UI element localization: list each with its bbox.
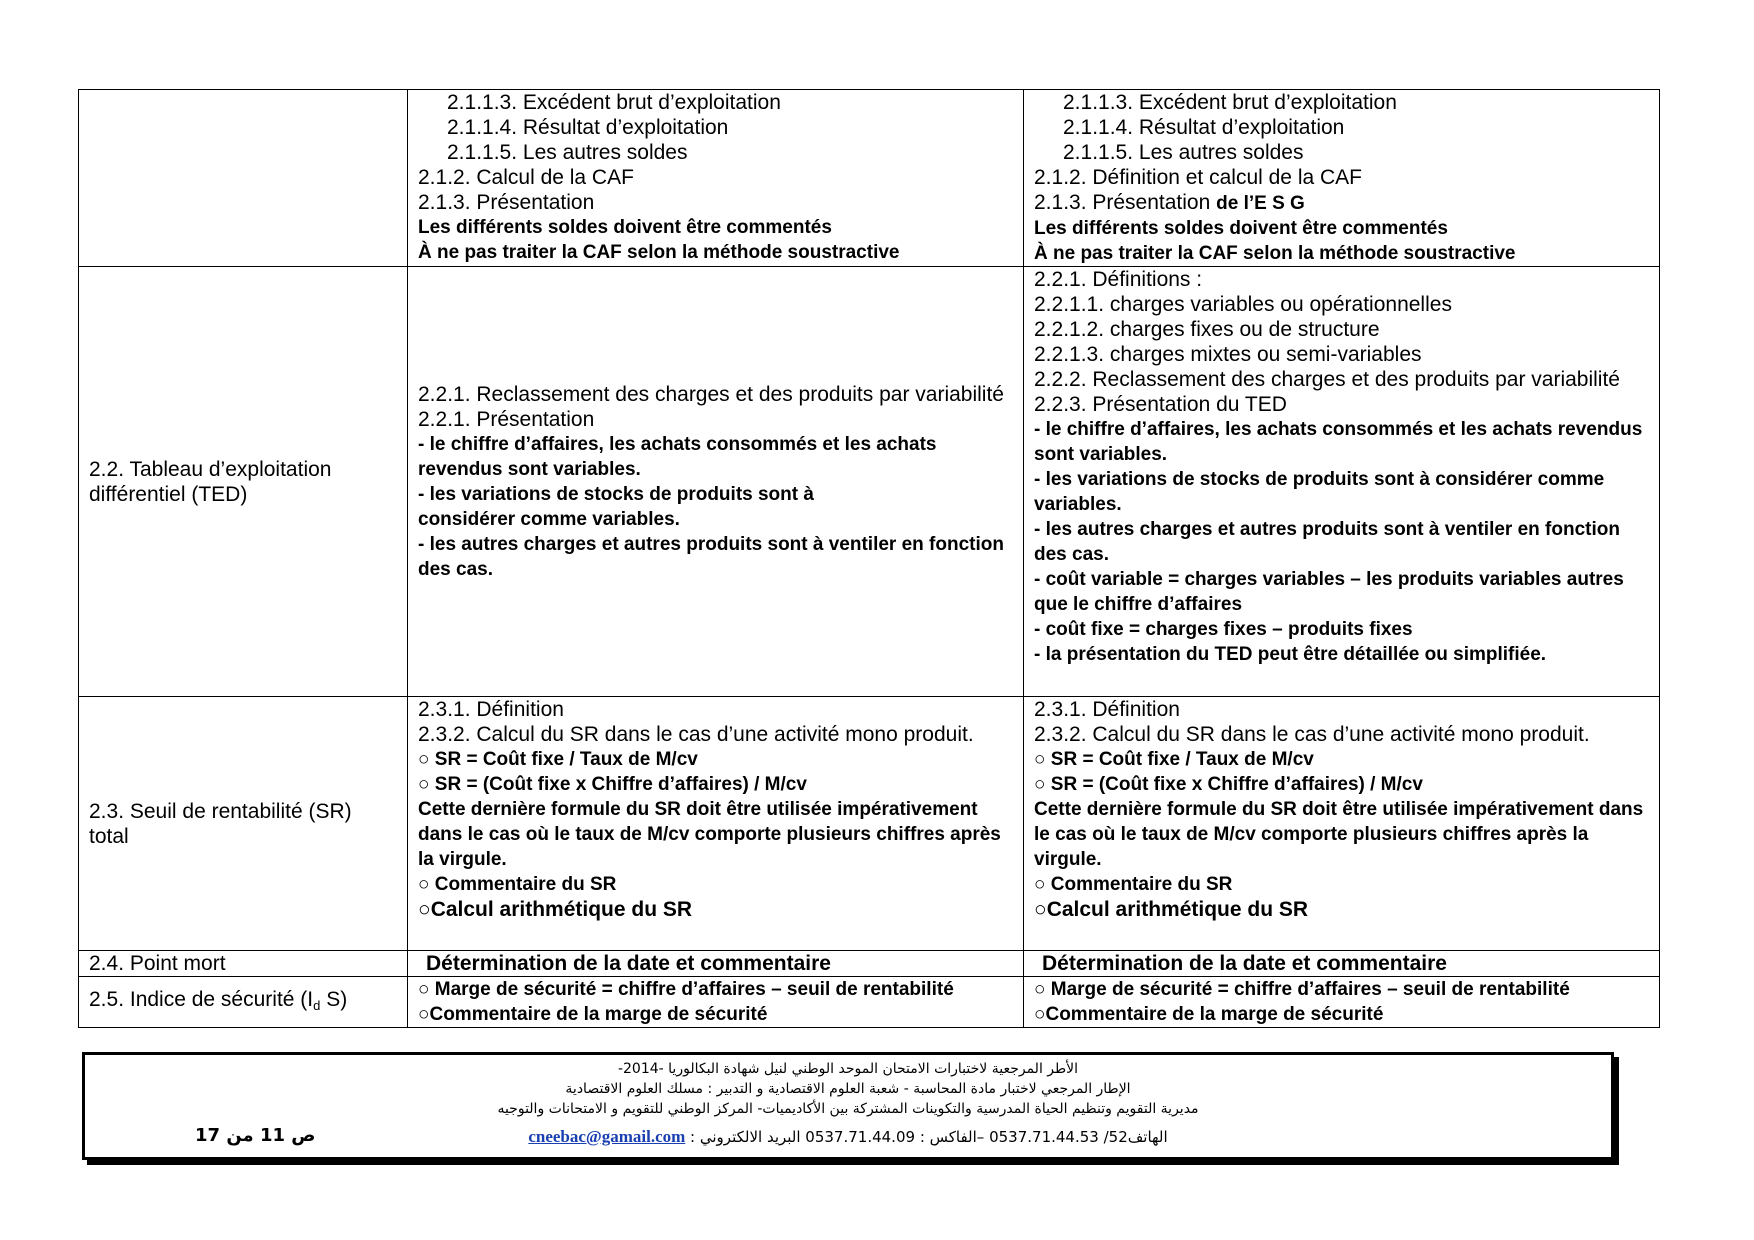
bullet-item [1034,1002,1649,1027]
bullet-icon: ○ [1034,874,1046,895]
list-item: 2.1.3. Présentation [418,191,595,214]
note: - la présentation du TED peut être détaillée ou simplifiée. [1034,644,1547,665]
bullet-item [418,897,1013,922]
bullet-item [1034,897,1649,922]
bullet-item [1034,977,1649,1002]
formula-text: SR = (Coût fixe x Chiffre d’affaires) / M/cv [1050,774,1423,795]
list-item-suffix: de l’E S G [1216,193,1305,214]
list-item: 2.2.1.3. charges mixtes ou semi-variables [1034,343,1422,366]
row1-col3-cell [1024,90,1660,267]
bullet-icon: ○ [1034,979,1046,1000]
formula-text: SR = (Coût fixe x Chiffre d’affaires) / M/cv [434,774,807,795]
list-item: 2.1.1.4. Résultat d’exploitation [1063,116,1345,139]
table-row [79,977,1660,1028]
bullet-icon: ○ [418,898,431,921]
bullet-icon: ○ [1034,898,1047,921]
list-item: 2.2.2. Reclassement des charges et des produits par variabilité [1034,368,1620,391]
list-item-text: 2.1.3. Présentation [1034,191,1217,214]
footer-directorate: مديرية التقويم وتنظيم الحياة المدرسية والتكوينات المشتركة بين الأكاديميات- المركز الوطني للتقويم و الامتحانات والتوجيه [497,1101,1199,1117]
footer-subtitle: الإطار المرجعي لاختبار مادة المحاسبة - شعبة العلوم الاقتصادية و التدبير : مسلك العلوم الاقتصادية [565,1081,1131,1097]
list-item: 2.3.1. Définition [418,698,564,721]
footer-contact-text: الهاتف52/ 0537.71.44.53 –الفاكس : 0537.71.44.09 البريد الالكتروني : [685,1128,1168,1146]
note: Détermination de la date et commentaire [1042,952,1447,975]
row3-col3-cell [1024,697,1660,951]
note: - les autres charges et autres produits sont à ventiler en fonction des cas. [1034,519,1620,565]
table-row [79,267,1660,697]
bullet-text: Marge de sécurité = chiffre d’affaires – seuil de rentabilité [1050,979,1570,1000]
bullet-text: Calcul arithmétique du SR [1046,898,1309,921]
footer-email-link[interactable]: cneebac@gamail.com [528,1127,686,1146]
row2-col3-cell [1024,267,1660,697]
note: Détermination de la date et commentaire [426,952,831,975]
page-number: ص 11 من 17 [195,1125,316,1146]
note: Cette dernière formule du SR doit être utilisée impérativement dans le cas où le taux de M/cv comporte plusieurs chiffres après la virgule. [418,799,1001,870]
row1-topic-cell [79,90,408,267]
bullet-icon: ○ [1034,1004,1046,1025]
bullet-text: Commentaire de la marge de sécurité [1045,1004,1384,1025]
row2-topic-cell: 2.2. Tableau d’exploitation différentiel (TED) [79,267,408,697]
bullet-icon: ○ [418,874,430,895]
bullet-text: Commentaire du SR [1050,874,1233,895]
note: À ne pas traiter la CAF selon la méthode soustractive [418,242,900,263]
list-item: 2.3.1. Définition [1034,698,1180,721]
bullet-icon: ○ [1034,774,1046,795]
list-item: 2.3.2. Calcul du SR dans le cas d’une activité mono produit. [1034,723,1590,746]
bullet-icon: ○ [418,749,430,770]
row2-col2-cell [408,267,1024,697]
row5-col2-cell [408,977,1024,1028]
bullet-item [418,977,1013,1002]
formula-text: SR = Coût fixe / Taux de M/cv [434,749,698,770]
topic-subscript: d [313,997,321,1013]
list-item: 2.1.2. Calcul de la CAF [418,166,634,189]
bullet-icon: ○ [1034,749,1046,770]
table-row [79,951,1660,977]
formula [1034,747,1649,772]
row4-topic-cell: 2.4. Point mort [79,951,408,977]
list-item: 2.1.1.5. Les autres soldes [447,141,688,164]
list-item: 2.1.1.5. Les autres soldes [1063,141,1304,164]
bullet-text: Marge de sécurité = chiffre d’affaires – seuil de rentabilité [434,979,954,1000]
list-item: 2.1.1.4. Résultat d’exploitation [447,116,729,139]
list-item [1034,190,1649,216]
note: Les différents soldes doivent être commentés [418,217,832,238]
formula [418,772,1013,797]
row4-col2-cell [408,951,1024,977]
list-item: 2.1.1.3. Excédent brut d’exploitation [1063,91,1397,114]
list-item: 2.2.1. Définitions : [1034,268,1203,291]
note: Cette dernière formule du SR doit être utilisée impérativement dans le cas où le taux de M/cv comporte plusieurs chiffres après la virgule. [1034,799,1644,870]
note: Les différents soldes doivent être commentés [1034,218,1448,239]
note: - les variations de stocks de produits sont à considérer comme variables. [418,483,814,530]
table-row [79,697,1660,951]
list-item: 2.1.2. Définition et calcul de la CAF [1034,166,1363,189]
reference-table [78,89,1660,1028]
note: À ne pas traiter la CAF selon la méthode soustractive [1034,243,1516,264]
formula-text: SR = Coût fixe / Taux de M/cv [1050,749,1314,770]
bullet-icon: ○ [418,979,430,1000]
list-item: 2.3.2. Calcul du SR dans le cas d’une activité mono produit. [418,723,974,746]
list-item: 2.2.1. Reclassement des charges et des produits par variabilité [418,382,1004,406]
topic-text: 2.5. Indice de sécurité (I [89,987,314,1011]
row4-col3-cell [1024,951,1660,977]
list-item: 2.2.1.2. charges fixes ou de structure [1034,318,1380,341]
bullet-text: Commentaire du SR [434,874,617,895]
table-row [79,90,1660,267]
row1-col2-cell [408,90,1024,267]
formula [418,747,1013,772]
note: - le chiffre d’affaires, les achats consommés et les achats revendus sont variables. [418,433,937,480]
row3-col2-cell [408,697,1024,951]
row3-topic-cell: 2.3. Seuil de rentabilité (SR) total [79,697,408,951]
bullet-item [418,872,1013,897]
topic-text-end: S) [320,987,348,1011]
list-item: 2.2.1.1. charges variables ou opérationnelles [1034,293,1452,316]
footer-title: الأطر المرجعية لاختبارات الامتحان الموحد الوطني لنيل شهادة البكالوريا -2014- [617,1061,1079,1077]
bullet-text: Commentaire de la marge de sécurité [429,1004,768,1025]
page-footer [82,1052,1614,1160]
note: - le chiffre d’affaires, les achats consommés et les achats revendus sont variables. [1034,419,1643,465]
note: - coût fixe = charges fixes – produits fixes [1034,619,1413,640]
row5-col3-cell [1024,977,1660,1028]
note: - coût variable = charges variables – les produits variables autres que le chiffre d’affaires [1034,569,1624,615]
list-item: 2.2.1. Présentation [418,407,595,431]
list-item: 2.2.3. Présentation du TED [1034,393,1287,416]
bullet-icon: ○ [418,1004,430,1025]
list-item: 2.1.1.3. Excédent brut d’exploitation [447,91,781,114]
bullet-icon: ○ [418,774,430,795]
bullet-text: Calcul arithmétique du SR [430,898,693,921]
note: - les autres charges et autres produits sont à ventiler en fonction des cas. [418,533,1004,580]
formula [1034,772,1649,797]
note: - les variations de stocks de produits sont à considérer comme variables. [1034,469,1605,515]
row5-topic-cell [79,977,408,1028]
bullet-item [1034,872,1649,897]
bullet-item [418,1002,1013,1027]
